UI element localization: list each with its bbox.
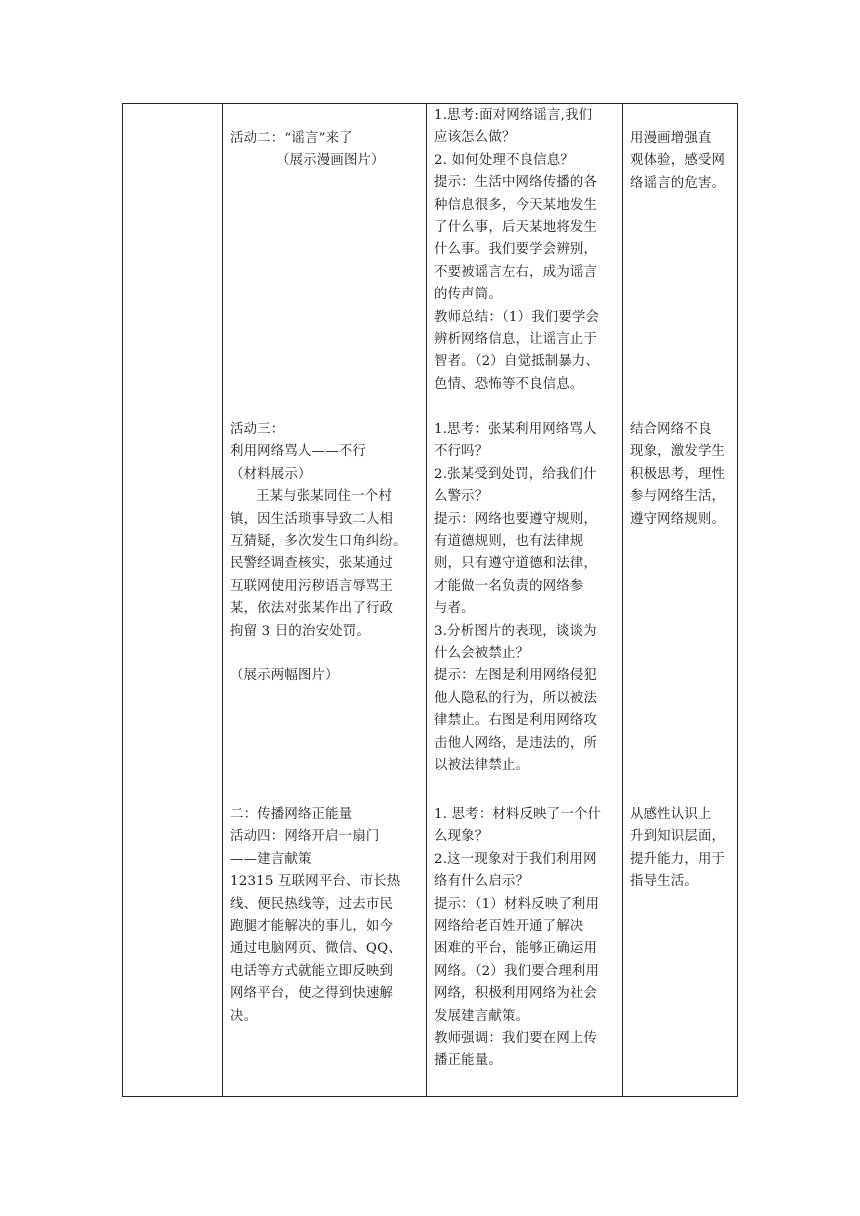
text-line: 指导生活。 — [630, 874, 698, 890]
activity-title: 活动四：网络开启一扇门 — [230, 829, 380, 845]
column-divider — [222, 104, 223, 1096]
activity-subtitle: ——建言献策 — [230, 851, 312, 867]
discussion-cell-1 — [434, 105, 620, 396]
text-line: 才能做一名负责的网络参 — [434, 578, 584, 594]
text-line: 积极思考，理性 — [630, 466, 726, 482]
text-line: 什么会被禁止？ — [434, 646, 530, 662]
column-divider — [426, 104, 427, 1096]
text-line: 用漫画增强直 — [630, 131, 712, 146]
text-line: 播正能量。 — [434, 1053, 502, 1069]
text-line: 提示：左图是利用网络侵犯 — [434, 668, 598, 684]
text-line: 1.思考:面对网络谣言,我们 — [434, 108, 593, 123]
text-line: 王某与张某同住一个村 — [256, 489, 392, 505]
text-line: 么警示？ — [434, 489, 489, 505]
text-line: 不行吗？ — [434, 444, 489, 460]
activity-title: 活动三： — [230, 422, 285, 437]
text-line: 从感性认识上 — [630, 807, 712, 822]
text-line: 了什么事，后天某地将发生 — [434, 220, 598, 236]
text-line: 律禁止。右图是利用网络攻 — [434, 713, 598, 729]
text-line: 不要被谣言左右，成为谣言 — [434, 264, 598, 280]
activity-cell-2 — [230, 419, 420, 687]
text-line: 遵守网络规则。 — [630, 511, 726, 527]
text-line: 线、便民热线等，过去市民 — [230, 896, 394, 912]
activity-note: （展示漫画图片） — [276, 153, 385, 169]
text-line: 困难的平台，能够正确运用 — [434, 941, 598, 957]
text-line: 提升能力，用于 — [630, 851, 726, 867]
text-line: 应该怎么做？ — [434, 130, 516, 146]
text-line: 的传声筒。 — [434, 287, 502, 303]
activity-title: 活动二：“谣言”来了 — [230, 131, 353, 146]
text-line: 教师强调：我们要在网上传 — [434, 1031, 598, 1047]
text-line: 网络给老百姓开通了解决 — [434, 919, 584, 935]
text-line: 观体验，感受网 — [630, 153, 726, 169]
text-line: 辨析网络信息，让谣言止于 — [434, 332, 598, 348]
text-line: 民警经调查核实，张某通过 — [230, 556, 394, 572]
text-line: 有道德规则，也有法律规 — [434, 534, 584, 550]
lesson-plan-table — [122, 103, 738, 1097]
text-line: 络谣言的危害。 — [630, 175, 726, 191]
activity-cell-1 — [230, 128, 420, 173]
text-line: 2.这一现象对于我们利用网 — [434, 851, 597, 867]
text-line: 12315 互联网平台、市长热 — [230, 874, 401, 890]
text-line: 络有什么启示？ — [434, 874, 530, 890]
text-line: 网络。（2）我们要合理利用 — [434, 963, 600, 979]
activity-subtitle: 利用网络骂人——不行 — [230, 444, 366, 460]
text-line: 升到知识层面， — [630, 829, 726, 845]
text-line: 种信息很多，今天某地发生 — [434, 197, 598, 213]
text-line: 现象，激发学生 — [630, 444, 726, 460]
activity-cell-3 — [230, 804, 420, 1028]
text-line: 2. 如何处理不良信息？ — [434, 152, 574, 168]
text-line: 提示：生活中网络传播的各 — [434, 175, 598, 191]
text-line: 以被法律禁止。 — [434, 758, 530, 774]
column-divider — [622, 104, 623, 1096]
text-line: 则，只有遵守道德和法律， — [434, 556, 598, 572]
text-line: 电话等方式就能立即反映到 — [230, 963, 394, 979]
text-line: 教师总结：（1）我们要学会 — [434, 309, 600, 325]
intent-cell-1 — [630, 128, 732, 195]
text-line: 镇，因生活琐事导致二人相 — [230, 511, 394, 527]
text-line: 互猜疑，多次发生口角纠纷。 — [230, 534, 407, 550]
text-line: 智者。（2）自觉抵制暴力、 — [434, 354, 600, 370]
activity-note: （材料展示） — [230, 466, 312, 482]
text-line: 提示：网络也要遵守规则， — [434, 511, 598, 527]
text-line: 提示：（1）材料反映了利用 — [434, 896, 600, 912]
text-line: 网络，积极利用网络为社会 — [434, 986, 598, 1002]
text-line: 2.张某受到处罚，给我们什 — [434, 466, 597, 482]
text-line: 什么事。我们要学会辨别， — [434, 242, 598, 258]
text-line: 么现象？ — [434, 829, 489, 845]
text-line: 网络平台，使之得到快速解 — [230, 986, 394, 1002]
text-line: 1.思考：张某利用网络骂人 — [434, 422, 597, 437]
text-line: 跑腿才能解决的事儿，如今 — [230, 919, 394, 935]
text-line: 与者。 — [434, 601, 475, 617]
text-line: 3.分析图片的表现，谈谈为 — [434, 623, 597, 639]
text-line: 结合网络不良 — [630, 422, 712, 437]
text-line: 击他人网络，是违法的，所 — [434, 735, 598, 751]
text-line: 决。 — [230, 1008, 258, 1024]
text-line: 发展建言献策。 — [434, 1008, 530, 1024]
text-line: 他人隐私的行为，所以被法 — [434, 690, 598, 706]
text-line: 参与网络生活， — [630, 489, 726, 505]
text-line: 色情、恐怖等不良信息。 — [434, 376, 584, 392]
section-title: 二：传播网络正能量 — [230, 807, 353, 822]
text-line: 通过电脑网页、微信、QQ、 — [230, 941, 402, 957]
discussion-cell-3 — [434, 804, 620, 1073]
discussion-cell-2 — [434, 419, 620, 778]
text-line: 拘留 3 日的治安处罚。 — [230, 623, 370, 639]
text-line: 互联网使用污秽语言辱骂王 — [230, 578, 394, 594]
intent-cell-3 — [630, 804, 732, 894]
text-line: 某，依法对张某作出了行政 — [230, 601, 394, 617]
intent-cell-2 — [630, 419, 732, 531]
activity-note: （展示两幅图片） — [230, 668, 339, 684]
text-line: 1. 思考：材料反映了一个什 — [434, 807, 602, 822]
